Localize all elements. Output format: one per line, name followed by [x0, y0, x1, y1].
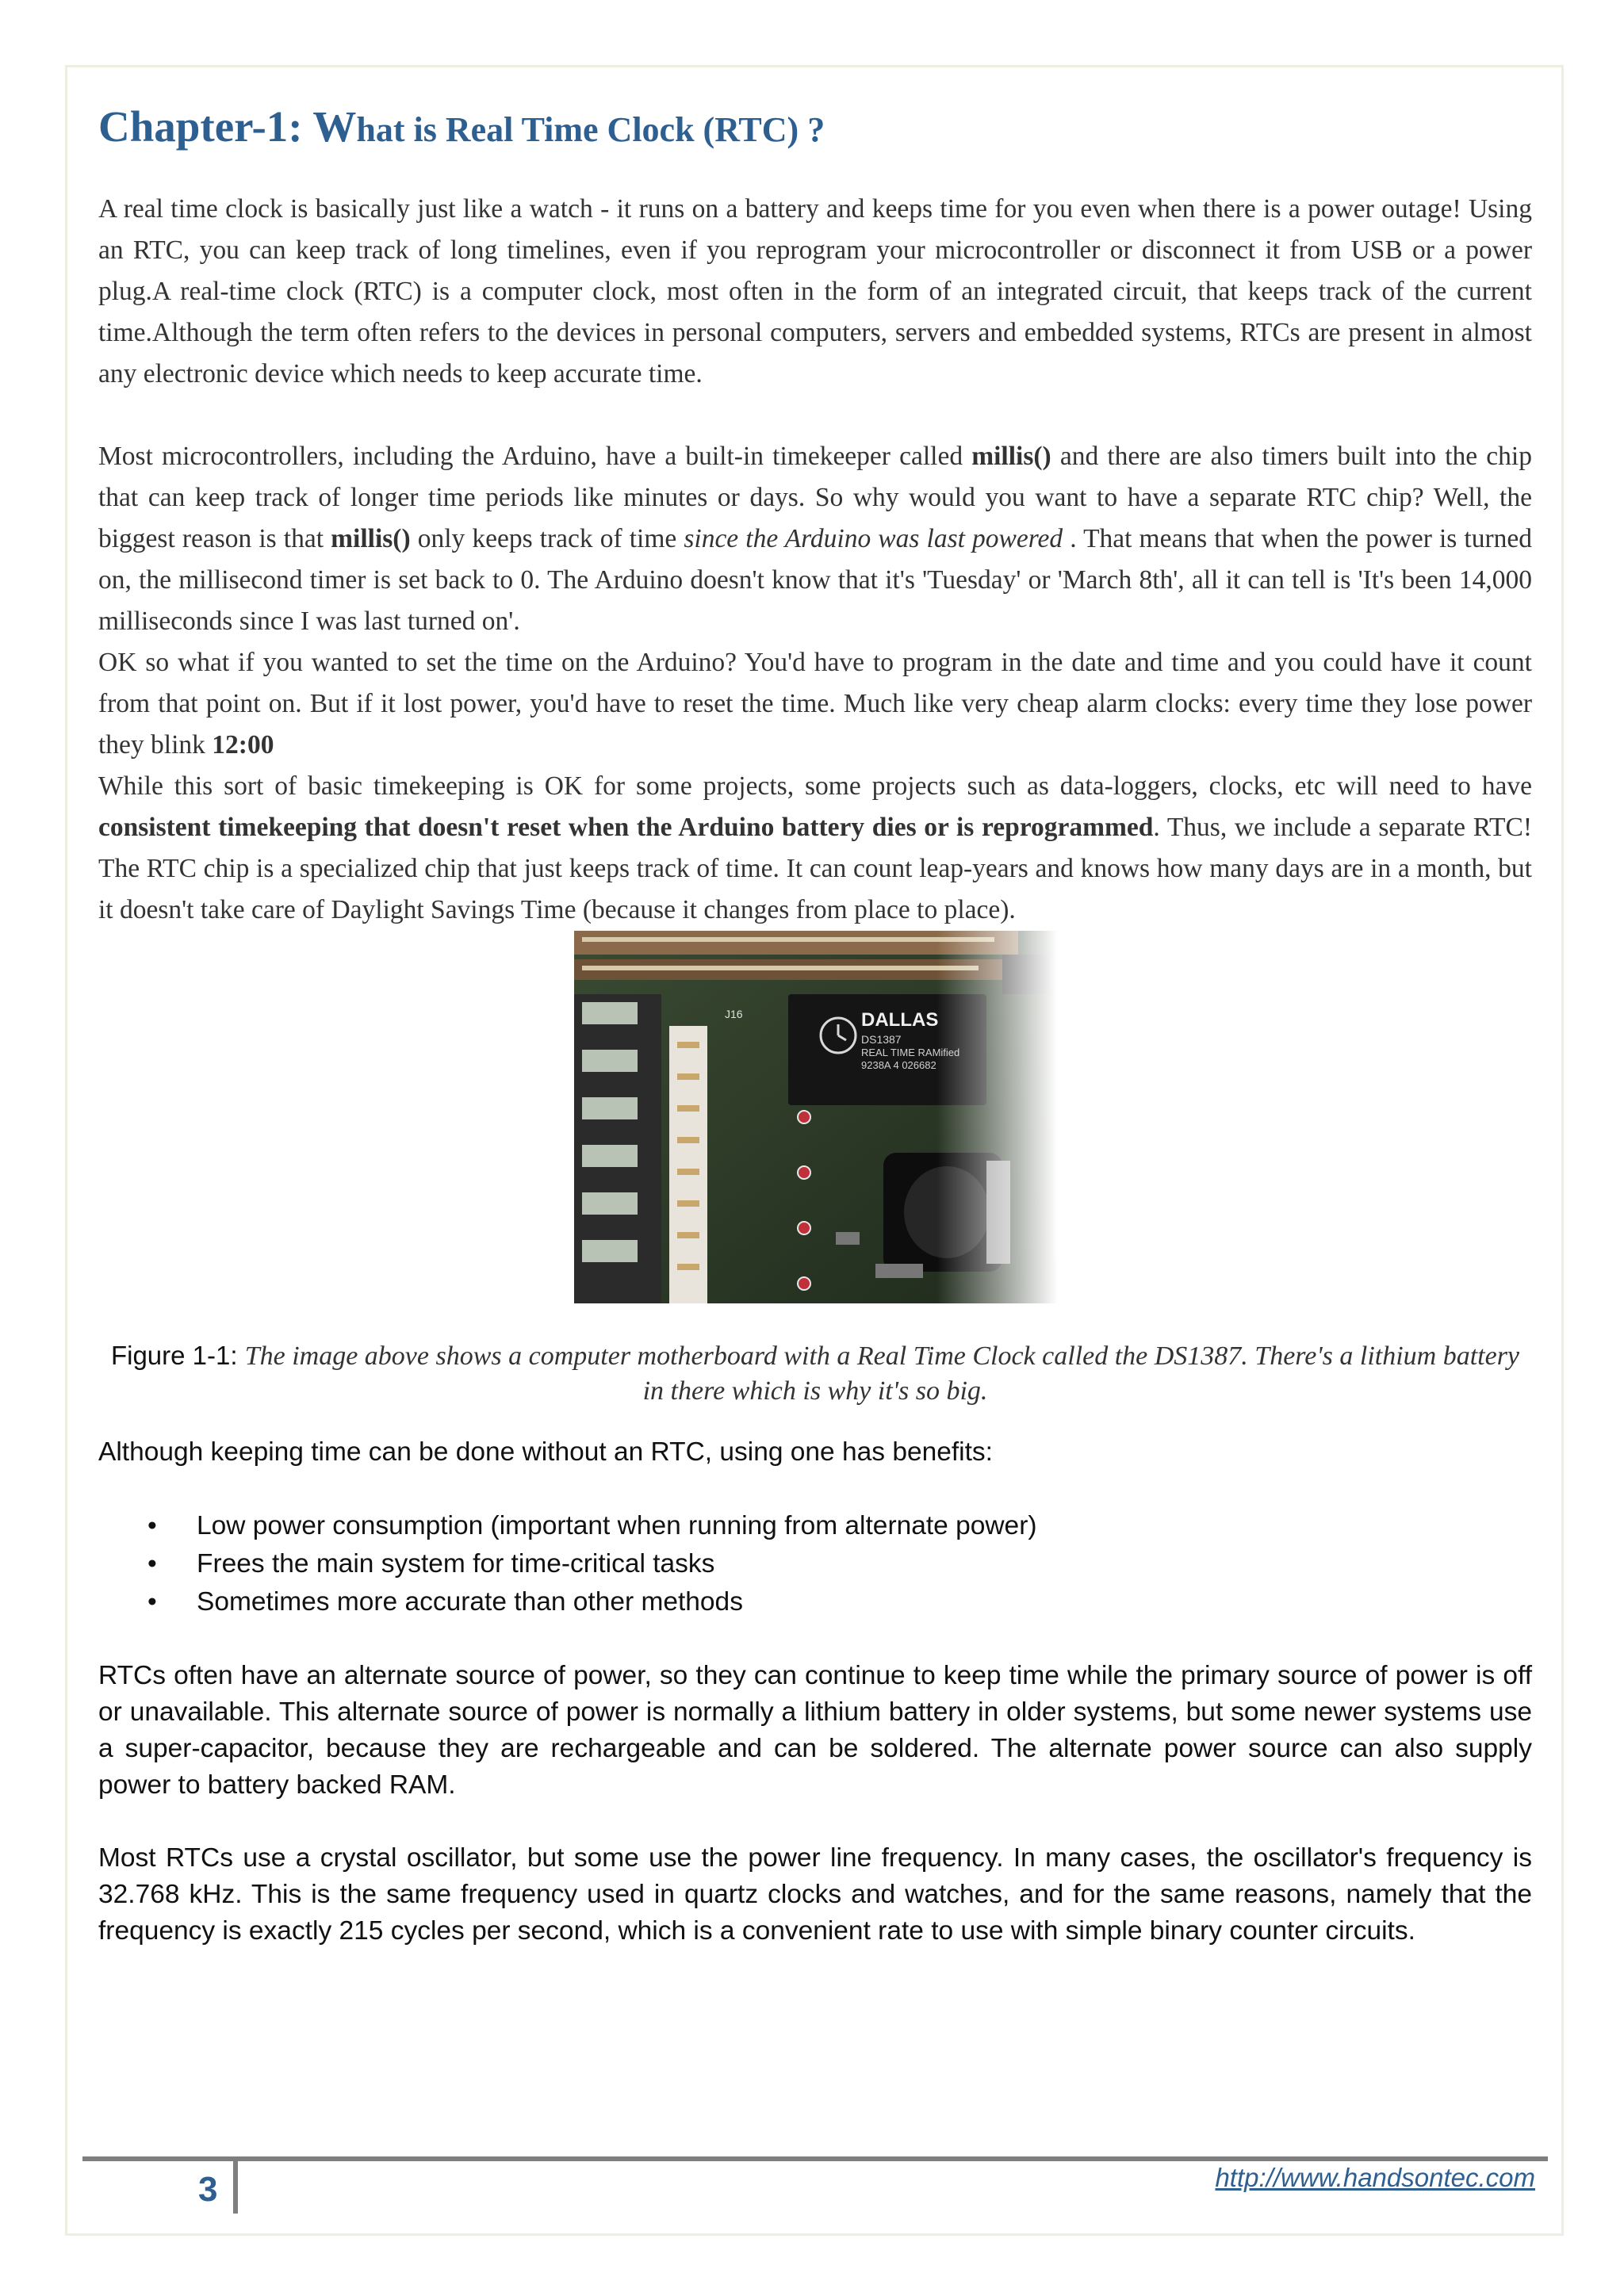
bullet-icon: • — [147, 1511, 157, 1540]
page-number-divider — [233, 2160, 238, 2214]
p2-g: . That means that when the power is turned on, the millisecond timer is set back to 0. The Arduino doesn't know that it's 'Tuesday' or 'March 8th', all it can tell is 'It's been 14,000 milliseconds since I was last turned on'. — [98, 524, 1532, 636]
list-item — [98, 1583, 1532, 1621]
caption-label: Figure 1-1: — [110, 1341, 245, 1370]
list-item — [98, 1545, 1532, 1583]
bullet-icon: • — [147, 1587, 157, 1617]
list-item-text: Frees the main system for time-critical tasks — [197, 1549, 715, 1578]
chapter-title — [98, 95, 1532, 162]
p2-millis-2: millis() — [331, 524, 411, 553]
p2-c: and there are also timers built into the chip that can keep track of longer time periods like minutes or days. So why would you want to have a separate RTC chip? Well, the biggest reason is that — [98, 442, 1532, 553]
figure-caption — [98, 1338, 1532, 1409]
paragraph-1: A real time clock is basically just like a watch - it runs on a battery and keeps time for you even when there is a power outage! Using an RTC, you can keep track of long timelines, even if you reprogram your microcontroller or disconnect it from USB or a power plug.A real-time clock (RTC) is a computer clock, most often in the form of an integrated circuit, that keeps track of the current time.Although the term often refers to the devices in personal computers, servers and embedded systems, RTCs are present in almost any electronic device which needs to keep accurate time. — [98, 194, 1532, 388]
paragraph-2 — [98, 436, 1532, 642]
list-item — [98, 1507, 1532, 1545]
list-item-text: Low power consumption (important when running from alternate power) — [197, 1511, 1037, 1540]
motherboard-illustration — [574, 931, 1058, 1303]
p2-e: only keeps track of time — [410, 524, 684, 553]
list-item-text: Sometimes more accurate than other methods — [197, 1587, 743, 1617]
bullet-icon: • — [147, 1549, 157, 1578]
page-number: 3 — [198, 2170, 218, 2209]
paragraph-3 — [98, 642, 1532, 766]
paragraph-4 — [98, 766, 1532, 931]
motherboard-photo — [574, 931, 1058, 1303]
paragraph-6: Most RTCs use a crystal oscillator, but some use the power line frequency. In many cases, the oscillator's frequency is 32.768 kHz. This is the same frequency used in quartz clocks and watches, and for the same reasons, namely that the frequency is exactly 215 cycles per second, which is a convenient rate to use with simple binary counter circuits. — [98, 1843, 1532, 1946]
caption-text: The image above shows a computer motherboard with a Real Time Clock called the DS1387. There's a lithium battery in there which is why it's so big. — [244, 1341, 1520, 1406]
title-rest: hat is Real Time Clock (RTC) ? — [356, 110, 825, 149]
p2-millis-1: millis() — [971, 442, 1051, 471]
p4-c: . Thus, we include a separate RTC! The RTC chip is a specialized chip that just keeps track of time. It can count leap-years and knows how many days are in a month, but it doesn't take care of Daylight Savings Time (because it changes from place to place). — [98, 813, 1532, 924]
title-prefix: Chapter-1: W — [98, 102, 357, 151]
footer-rule — [82, 2156, 1548, 2161]
benefits-list — [98, 1507, 1532, 1621]
benefits-intro: Although keeping time can be done without an RTC, using one has benefits: — [98, 1437, 993, 1467]
paragraph-5: RTCs often have an alternate source of power, so they can continue to keep time while the primary source of power is off or unavailable. This alternate source of power is normally a lithium battery in older systems, but some newer systems use a super-capacitor, because they are rechargeable and can be soldered. The alternate power source can also supply power to battery backed RAM. — [98, 1661, 1532, 1800]
p3-blink-time: 12:00 — [212, 730, 274, 760]
p4-bold: consistent timekeeping that doesn't reset when the Arduino battery dies or is reprogrammed — [98, 813, 1154, 842]
p2-a: Most microcontrollers, including the Arduino, have a built-in timekeeper called — [98, 442, 972, 471]
p4-a: While this sort of basic timekeeping is OK for some projects, some projects such as data-loggers, clocks, etc will need to have — [98, 771, 1532, 801]
page-content — [98, 95, 1532, 1950]
p3-a: OK so what if you wanted to set the time on the Arduino? You'd have to program in the date and time and you could have it count from that point on. But if it lost power, you'd have to reset the time. Much like very cheap alarm clocks: every time they lose power they blink — [98, 648, 1532, 760]
p2-italic: since the Arduino was last powered — [684, 524, 1063, 553]
website-link[interactable]: http://www.handsontec.com — [1215, 2163, 1535, 2192]
